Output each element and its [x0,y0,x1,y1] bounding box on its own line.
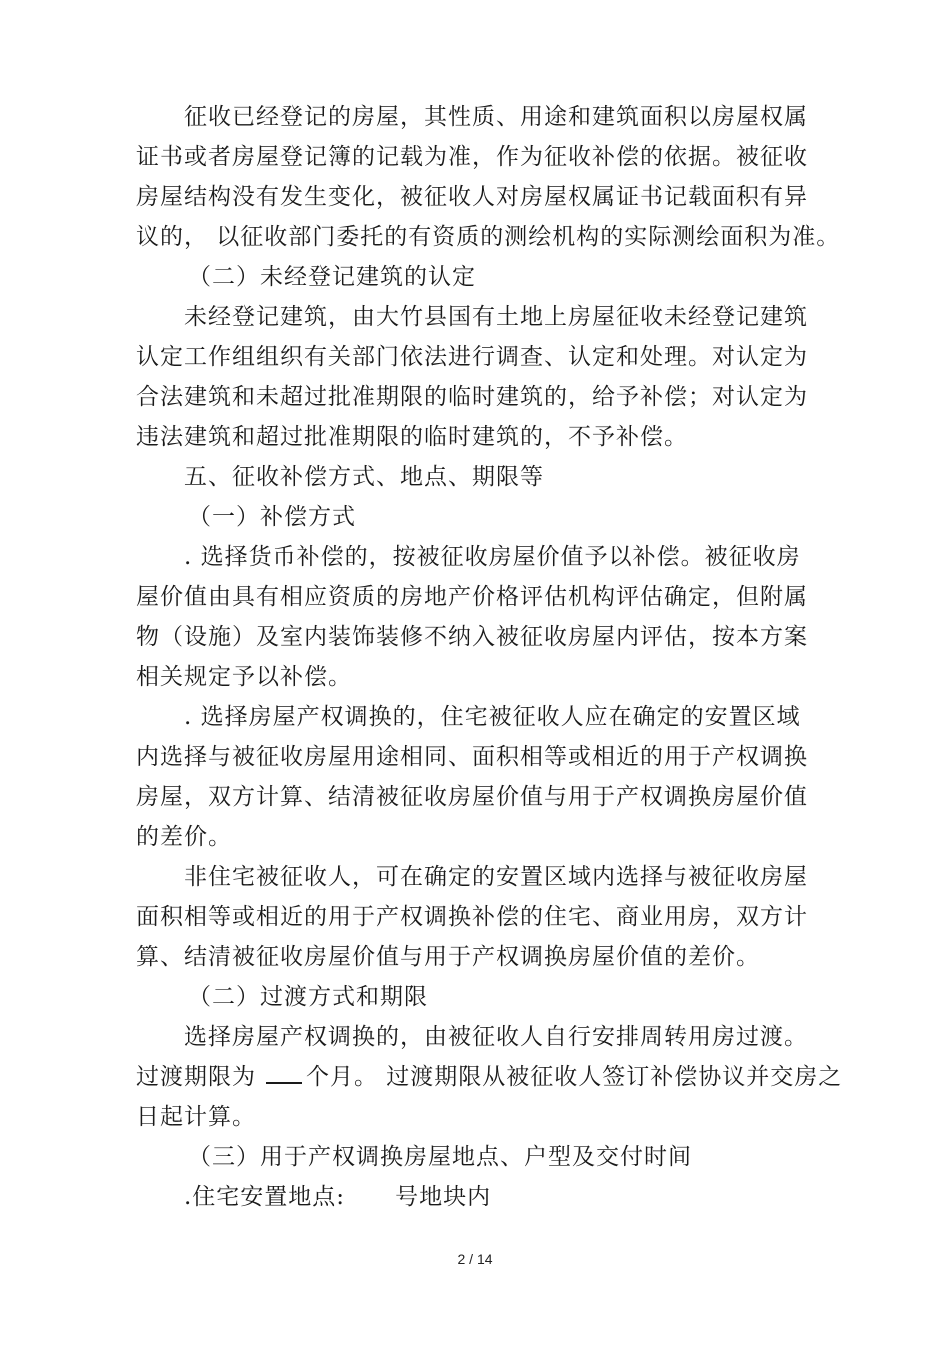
paragraph-line: . 选择货币补偿的，按被征收房屋价值予以补偿。被征收房 [184,544,801,570]
paragraph-line: 面积相等或相近的用于产权调换补偿的住宅、商业用房，双方计 [136,904,808,930]
blank-months-field [266,1064,302,1084]
paragraph-line: 算、结清被征收房屋价值与用于产权调换房屋价值的差价。 [136,944,760,970]
paragraph-line: 非住宅被征收人，可在确定的安置区域内选择与被征收房屋 [184,864,808,890]
paragraph-line: 物（设施）及室内装饰装修不纳入被征收房屋内评估，按本方案 [136,624,808,650]
paragraph-line: 屋价值由具有相应资质的房地产价格评估机构评估确定，但附属 [136,584,808,610]
paragraph-line: 证书或者房屋登记簿的记载为准，作为征收补偿的依据。被征收 [136,144,808,170]
paragraph-line: 征收已经登记的房屋，其性质、用途和建筑面积以房屋权属 [184,104,808,130]
paragraph-line: 议的， 以征收部门委托的有资质的测绘机构的实际测绘面积为准。 [136,224,841,250]
site-label: .住宅安置地点: [184,1184,346,1210]
paragraph-line: 未经登记建筑，由大竹县国有土地上房屋征收未经登记建筑 [184,304,808,330]
paragraph-line: 认定工作组组织有关部门依法进行调查、认定和处理。对认定为 [136,344,808,370]
paragraph-line: 选择房屋产权调换的，由被征收人自行安排周转用房过渡。 [184,1024,808,1050]
transition-period-line [136,1063,842,1091]
paragraph-line: 内选择与被征收房屋用途相同、面积相等或相近的用于产权调换 [136,744,808,770]
paragraph-line: 相关规定予以补偿。 [136,664,352,690]
paragraph-line: 的差价。 [136,824,232,850]
transition-label: 过渡期限为 [136,1064,256,1090]
section-heading: （二）过渡方式和期限 [188,984,428,1010]
section-heading: （一）补偿方式 [188,504,356,530]
paragraph-line: . 选择房屋产权调换的，住宅被征收人应在确定的安置区域 [184,704,801,730]
paragraph-line: 房屋，双方计算、结清被征收房屋价值与用于产权调换房屋价值 [136,784,808,810]
transition-rest: 个月。 过渡期限从被征收人签订补偿协议并交房之 [306,1064,843,1090]
paragraph-line: 日起计算。 [136,1104,256,1130]
resettlement-site-line [184,1183,491,1211]
paragraph-line: 违法建筑和超过批准期限的临时建筑的，不予补偿。 [136,424,688,450]
section-heading: （三）用于产权调换房屋地点、户型及交付时间 [188,1144,692,1170]
site-rest: 号地块内 [395,1184,492,1210]
paragraph-line: 房屋结构没有发生变化，被征收人对房屋权属证书记载面积有异 [136,184,808,210]
paragraph-line: 合法建筑和未超过批准期限的临时建筑的，给予补偿；对认定为 [136,384,808,410]
section-heading: 五、征收补偿方式、地点、期限等 [184,464,544,490]
section-heading: （二）未经登记建筑的认定 [188,264,476,290]
page-number: 2 / 14 [457,1251,493,1267]
